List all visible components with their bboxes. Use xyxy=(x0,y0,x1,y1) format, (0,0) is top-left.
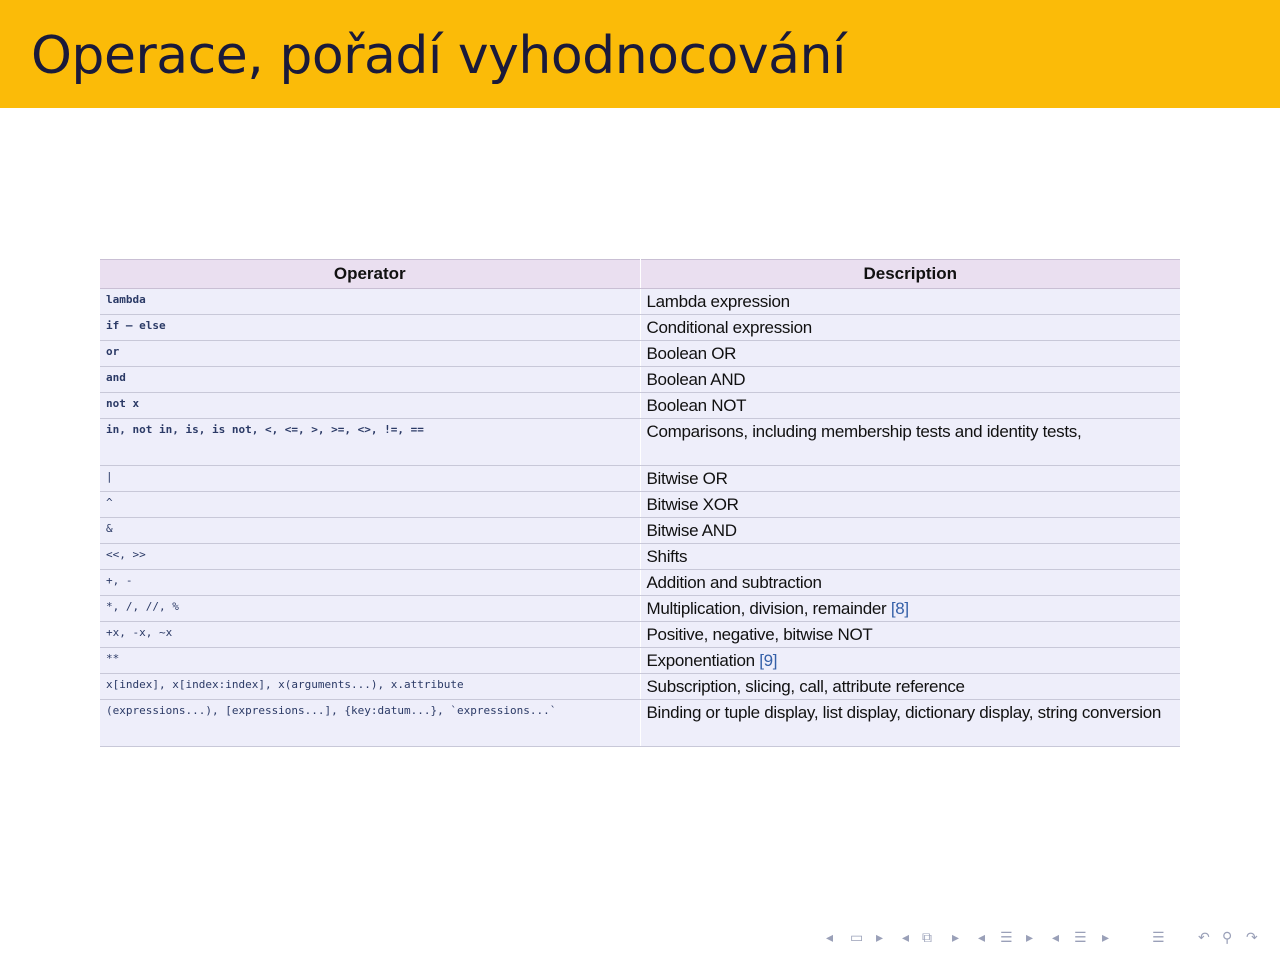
table-row xyxy=(100,419,1180,466)
footnote-ref-link[interactable]: [9] xyxy=(759,651,778,670)
column-header-description: Description xyxy=(640,260,1180,289)
description-cell: Multiplication, division, remainder [8] xyxy=(640,596,1180,622)
nav-forward-icon[interactable]: ↷ xyxy=(1246,930,1258,946)
table-row xyxy=(100,492,1180,518)
operator-cell: ** xyxy=(100,648,640,674)
nav-prev-arrow-icon[interactable]: ◂ xyxy=(978,930,986,946)
operator-cell: ^ xyxy=(100,492,640,518)
operator-cell: and xyxy=(100,367,640,393)
table-header-row xyxy=(100,260,1180,289)
nav-back-icon[interactable]: ↶ xyxy=(1198,930,1210,946)
operator-cell: +, - xyxy=(100,570,640,596)
operator-cell: in, not in, is, is not, <, <=, >, >=, <>, !=, == xyxy=(100,419,640,466)
slide-title: Operace, pořadí vyhodnocování xyxy=(31,26,846,86)
table-row xyxy=(100,544,1180,570)
table-row xyxy=(100,393,1180,419)
nav-prev-arrow-icon[interactable]: ◂ xyxy=(1052,930,1060,946)
description-cell: Boolean AND xyxy=(640,367,1180,393)
table-row xyxy=(100,596,1180,622)
description-cell: Lambda expression xyxy=(640,289,1180,315)
table-row xyxy=(100,341,1180,367)
description-cell: Binding or tuple display, list display, dictionary display, string conversion xyxy=(640,700,1180,747)
description-cell: Boolean OR xyxy=(640,341,1180,367)
description-cell: Boolean NOT xyxy=(640,393,1180,419)
operator-cell: | xyxy=(100,466,640,492)
beamer-navigation-bar xyxy=(826,930,1276,950)
nav-subsection-icon[interactable]: ⧉ xyxy=(922,930,932,946)
table-row xyxy=(100,518,1180,544)
description-cell: Exponentiation [9] xyxy=(640,648,1180,674)
table-row xyxy=(100,367,1180,393)
nav-prev-arrow-icon[interactable]: ◂ xyxy=(902,930,910,946)
column-header-operator: Operator xyxy=(100,260,640,289)
description-cell: Shifts xyxy=(640,544,1180,570)
operator-cell: *, /, //, % xyxy=(100,596,640,622)
description-cell: Bitwise XOR xyxy=(640,492,1180,518)
table-row xyxy=(100,674,1180,700)
table-row xyxy=(100,289,1180,315)
nav-next-arrow-icon[interactable]: ▸ xyxy=(1102,930,1110,946)
description-cell: Comparisons, including membership tests and identity tests, xyxy=(640,419,1180,466)
nav-next-arrow-icon[interactable]: ▸ xyxy=(876,930,884,946)
table-row xyxy=(100,700,1180,747)
description-cell: Conditional expression xyxy=(640,315,1180,341)
description-cell: Addition and subtraction xyxy=(640,570,1180,596)
table-row xyxy=(100,570,1180,596)
table-row xyxy=(100,622,1180,648)
operator-cell: +x, -x, ~x xyxy=(100,622,640,648)
table-row xyxy=(100,466,1180,492)
description-cell: Positive, negative, bitwise NOT xyxy=(640,622,1180,648)
operator-cell: & xyxy=(100,518,640,544)
nav-document-icon[interactable]: ☰ xyxy=(1074,930,1087,946)
footnote-ref-link[interactable]: [8] xyxy=(890,599,909,618)
nav-section-icon[interactable]: ☰ xyxy=(1000,930,1013,946)
nav-search-icon[interactable]: ⚲ xyxy=(1222,930,1233,946)
operator-cell: x[index], x[index:index], x(arguments...), x.attribute xyxy=(100,674,640,700)
description-cell: Bitwise OR xyxy=(640,466,1180,492)
operator-cell: or xyxy=(100,341,640,367)
nav-appendix-icon[interactable]: ☰ xyxy=(1152,930,1165,946)
nav-next-arrow-icon[interactable]: ▸ xyxy=(1026,930,1034,946)
operator-cell: <<, >> xyxy=(100,544,640,570)
operator-cell: if – else xyxy=(100,315,640,341)
table-row xyxy=(100,315,1180,341)
nav-prev-arrow-icon[interactable]: ◂ xyxy=(826,930,834,946)
title-bar xyxy=(0,0,1280,108)
operator-precedence-table xyxy=(100,259,1180,747)
description-cell: Bitwise AND xyxy=(640,518,1180,544)
nav-frame-icon[interactable]: ▭ xyxy=(850,930,864,946)
table-row xyxy=(100,648,1180,674)
nav-next-arrow-icon[interactable]: ▸ xyxy=(952,930,960,946)
operator-cell: (expressions...), [expressions...], {key:datum...}, `expressions...` xyxy=(100,700,640,747)
description-cell: Subscription, slicing, call, attribute reference xyxy=(640,674,1180,700)
operator-cell: lambda xyxy=(100,289,640,315)
operator-cell: not x xyxy=(100,393,640,419)
